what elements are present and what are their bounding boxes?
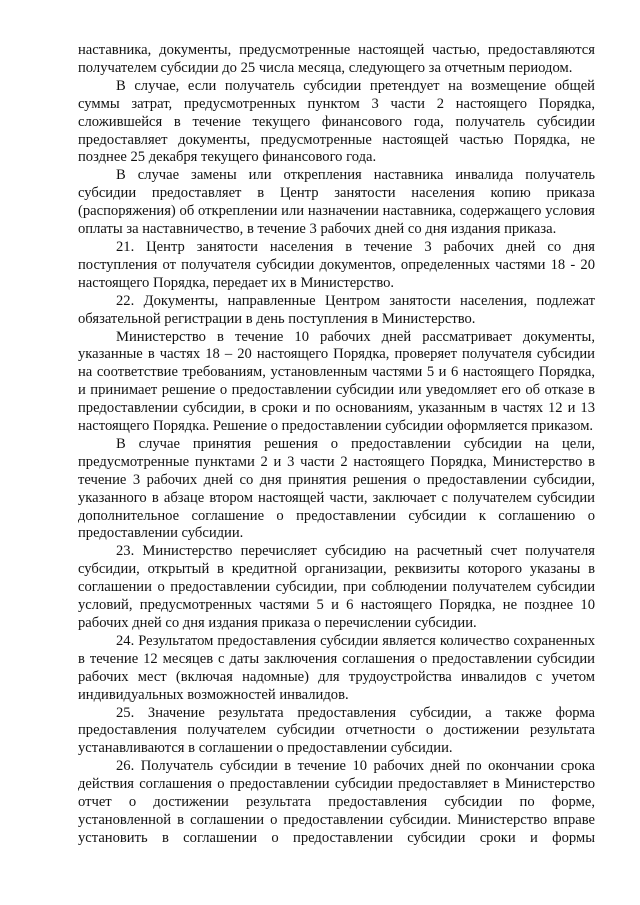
paragraph-total-costs: В случае, если получатель субсидии претендует на возмещение общей суммы затрат, предусмотренных пунктом 3 части 2 настоящего Порядка, сложившейся в течение текущего финансового года, получатель субсидии предоставляет документы, предусмотренные настоящей частью Порядка, не позднее 25 декабря текущего финансового года. (78, 77, 595, 166)
paragraph-additional-agreement: В случае принятия решения о предоставлении субсидии на цели, предусмотренные пунктами 2 и 3 части 2 настоящего Порядка, Министерство в течение 3 рабочих дней со дня принятия решения о предоставлении субсидии, указанного в абзаце втором настоящей части, заключает с получателем субсидии дополнительное соглашение о предоставлении субсидии к соглашению о предоставлении субсидии. (78, 435, 595, 542)
paragraph-continuation: наставника, документы, предусмотренные настоящей частью, предоставляются получателем субсидии до 25 числа месяца, следующего за отчетным периодом. (78, 42, 595, 76)
paragraph-ministry-review: Министерство в течение 10 рабочих дней рассматривает документы, указанные в частях 18 – 20 настоящего Порядка, проверяет получателя субсидии на соответствие требованиям, установленным частями 5 и 6 настоящего Порядка, и принимает решение о предоставлении субсидии или уведомляет его об отказе в предоставлении субсидии, в сроки и по основаниям, указанным в частях 12 и 13 настоящего Порядка. Решение о предоставлении субсидии оформляется приказом. (78, 328, 595, 435)
document-page (78, 42, 595, 848)
paragraph-22: 22. Документы, направленные Центром занятости населения, подлежат обязательной регистрации в день поступления в Министерство. (78, 292, 595, 327)
paragraph-mentor-replacement: В случае замены или открепления наставника инвалида получатель субсидии предоставляет в Центр занятости населения копию приказа (распоряжения) об откреплении или назначении наставника, содержащего условия оплаты за наставничество, в течение 3 рабочих дней со дня издания приказа. (78, 167, 595, 238)
paragraph-21: 21. Центр занятости населения в течение 3 рабочих дней со дня поступления от получателя субсидии документов, определенных частями 18 - 20 настоящего Порядка, передает их в Министерство. (78, 238, 595, 291)
paragraph-26: 26. Получатель субсидии в течение 10 рабочих дней по окончании срока действия соглашения о предоставлении субсидии предоставляет в Министерство отчет о достижении результата предоставления субсидии по форме, установленной в соглашении о предоставлении субсидии. Министерство вправе установить в соглашении о предоставлении субсидии сроки и формы (78, 758, 595, 846)
paragraph-25: 25. Значение результата предоставления субсидии, а также форма предоставления получателем субсидии отчетности о достижении результата устанавливаются в соглашении о предоставлении субсидии. (78, 704, 595, 757)
paragraph-24: 24. Результатом предоставления субсидии является количество сохраненных в течение 12 месяцев с даты заключения соглашения о предоставлении субсидии рабочих мест (включая надомные) для трудоустройства инвалидов с учетом индивидуальных возможностей инвалидов. (78, 632, 595, 703)
paragraph-23: 23. Министерство перечисляет субсидию на расчетный счет получателя субсидии, открытый в кредитной организации, реквизиты которого указаны в соглашении о предоставлении субсидии, при соблюдении получателем субсидии условий, предусмотренных частями 5 и 6 настоящего Порядка, не позднее 10 рабочих дней со дня издания приказа о перечислении субсидии. (78, 543, 595, 631)
